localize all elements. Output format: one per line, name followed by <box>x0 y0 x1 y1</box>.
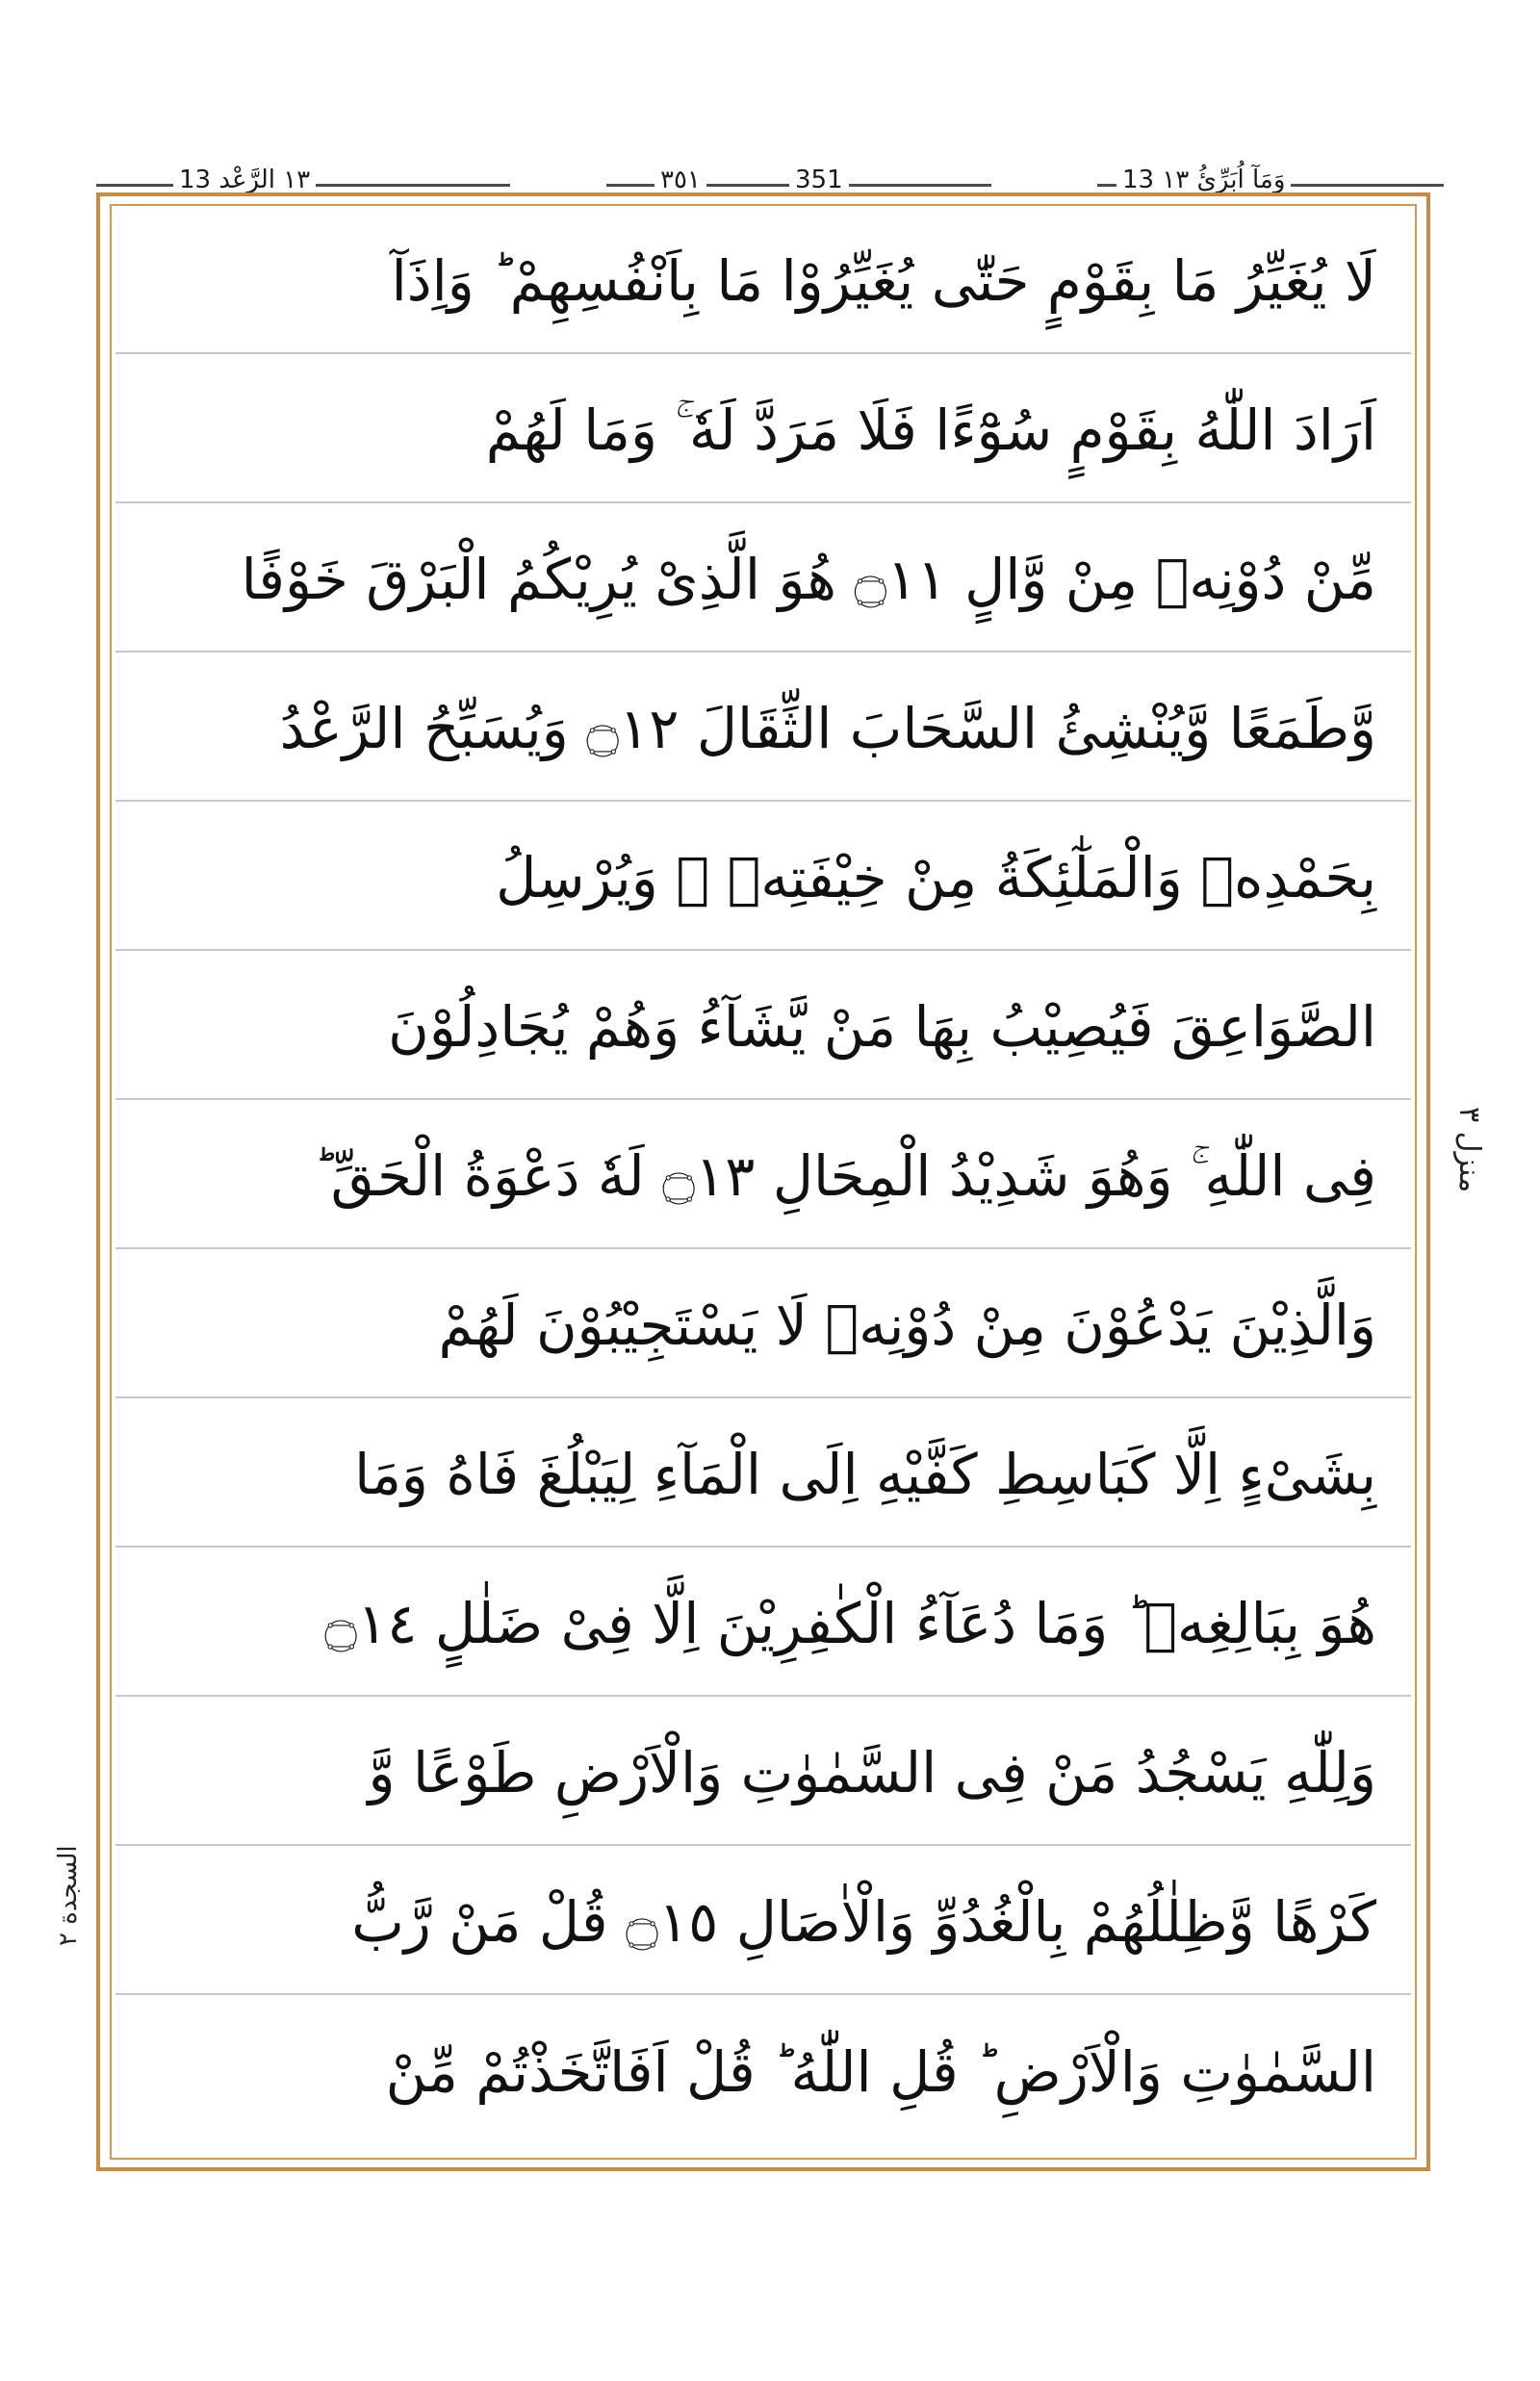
sajdah-marker: السجدة ٢ <box>54 1845 83 1947</box>
text-line: بِحَمْدِهٖ وَالْمَلٰٓئِكَةُ مِنْ خِیْفَتِهٖ ۚ وَیُرْسِلُ <box>116 806 1411 951</box>
manzil-marker: منزل ٣ <box>1452 1107 1486 1193</box>
text-line: وَالَّذِیْنَ یَدْعُوْنَ مِنْ دُوْنِهٖ لَا یَسْتَجِیْبُوْنَ لَهُمْ <box>116 1254 1411 1398</box>
text-line: بِشَیْءٍ اِلَّا كَبَاسِطِ كَفَّیْهِ اِلَى الْمَآءِ لِیَبْلُغَ فَاهُ وَمَا <box>116 1403 1411 1548</box>
text-line: هُوَ بِبَالِغِهٖ ؕ وَمَا دُعَآءُ الْكٰفِرِیْنَ اِلَّا فِیْ ضَلٰلٍ ۝١٤ <box>116 1552 1411 1697</box>
header-page-number-arabic: ٣٥١ <box>654 166 706 194</box>
text-line: مِّنْ دُوْنِهٖ مِنْ وَّالٍ ۝١١ هُوَ الَّذِیْ یُرِیْكُمُ الْبَرْقَ خَوْفًا <box>116 508 1411 653</box>
header-page-number: 351 <box>789 166 849 194</box>
text-line: كَرْهًا وَّظِلٰلُهُمْ بِالْغُدُوِّ وَالْاٰصَالِ ۝١٥ قُلْ مَنْ رَّبُّ <box>116 1851 1411 1995</box>
header-juz-name: 13 وَمَآ اُبَرِّئُ ١٣ <box>1116 166 1291 194</box>
text-line: وَلِلّٰهِ یَسْجُدُ مَنْ فِی السَّمٰوٰتِ وَالْاَرْضِ طَوْعًا وَّ <box>116 1702 1411 1846</box>
text-line: اَرَادَ اللّٰهُ بِقَوْمٍ سُوْٓءًا فَلَا مَرَدَّ لَهٗ ۚ وَمَا لَهُمْ <box>116 359 1411 503</box>
text-line: السَّمٰوٰتِ وَالْاَرْضِ ؕ قُلِ اللّٰهُ ؕ قُلْ اَفَاتَّخَذْتُمْ مِّنْ <box>385 2039 1376 2105</box>
text-line: فِی اللّٰهِ ۚ وَهُوَ شَدِیْدُ الْمِحَالِ ۝١٣ لَهٗ دَعْوَةُ الْحَقِّ ؕ <box>116 1105 1411 1249</box>
header-surah-name: ١٣ الرَّعْد 13 <box>173 166 316 194</box>
text-line: الصَّوَاعِقَ فَیُصِیْبُ بِهَا مَنْ یَّشَآءُ وَهُمْ یُجَادِلُوْنَ <box>116 956 1411 1100</box>
quran-text-block <box>116 210 1411 2154</box>
text-line: لَا يُغَيِّرُ مَا بِقَوْمٍ حَتّٰى يُغَيِّرُوْا مَا بِاَنْفُسِهِمْ ؕ وَاِذَآ <box>116 210 1411 354</box>
text-line: وَّطَمَعًا وَّیُنْشِئُ السَّحَابَ الثِّقَالَ ۝١٢ وَیُسَبِّحُ الرَّعْدُ <box>116 657 1411 802</box>
